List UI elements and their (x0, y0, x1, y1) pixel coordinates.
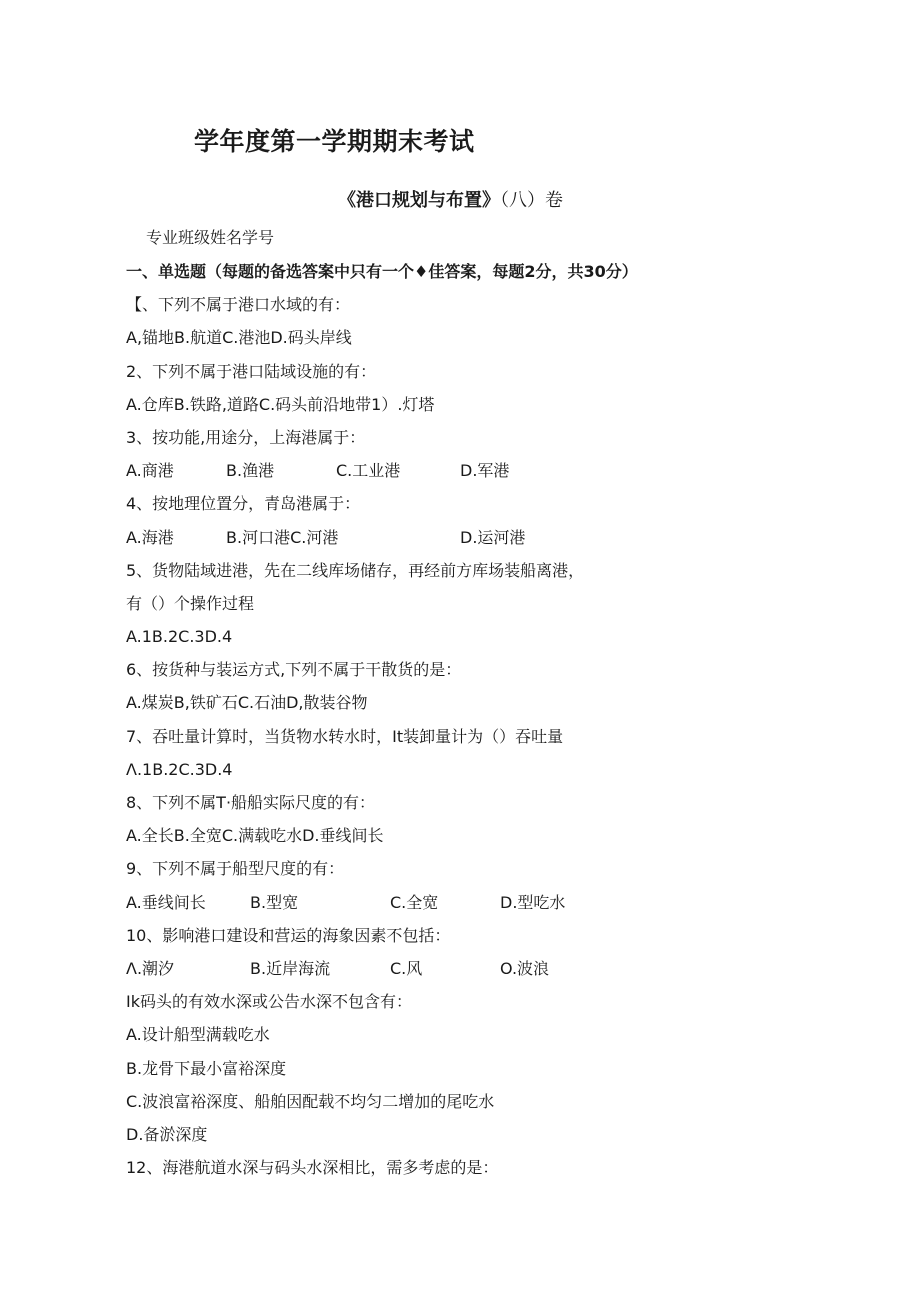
question-stem: 4、按地理位置分，青岛港属于： (126, 494, 361, 514)
question-stem: Ik码头的有效水深或公告水深不包含有： (126, 992, 412, 1012)
question-options: A.全长B.全宽C.满载吃水D.垂线间长 (126, 826, 384, 846)
question-options: Λ.1B.2C.3D.4 (126, 759, 233, 779)
question-stem: 12、海港航道水深与码头水深相比，需多考虑的是： (126, 1158, 499, 1178)
question-stem: 【、下列不属于港口水域的有： (126, 295, 351, 315)
question-stem: 8、下列不属T·船船实际尺度的有： (126, 793, 376, 812)
option-a: A.垂线间长 (126, 892, 206, 912)
question-stem-continued: 有（）个操作过程 (126, 593, 255, 613)
option-b: B.龙骨下最小富裕深度 (126, 1058, 287, 1078)
question-stem: 7、吞吐量计算时，当货物水转水时，It装卸量计为（）吞吐量 (126, 726, 564, 746)
page-title: 学年度第一学期期末考试 (194, 127, 475, 156)
question-options (126, 528, 886, 561)
question-stem: 6、按货种与装运方式,下列不属于干散货的是： (126, 660, 462, 680)
question-options (126, 893, 886, 926)
section-heading: 一、单选题（每题的备选答案中只有一个♦佳答案，每题2分，共30分） (126, 262, 638, 281)
paper-version: （八）卷 (500, 190, 563, 211)
option-b: B.型宽 (250, 892, 299, 912)
question-options (126, 959, 886, 992)
option-d: D.型吃水 (500, 892, 566, 912)
option-c: C.风 (390, 958, 423, 978)
option-d: D.军港 (460, 461, 510, 481)
question-options: A,锚地B.航道C.港池D.码头岸线 (126, 328, 352, 348)
question-list (126, 262, 886, 1191)
option-d: D.备淤深度 (126, 1124, 208, 1144)
exam-subtitle (338, 186, 563, 212)
question-options: A.仓库B.铁路,道路C.码头前沿地带1）.灯塔 (126, 394, 435, 414)
course-name: 《港口规划与布置》 (338, 190, 500, 211)
question-stem: 10、影响港口建设和营运的海象因素不包括： (126, 925, 451, 945)
question-options (126, 461, 886, 494)
option-c: C.工业港 (336, 461, 401, 481)
option-c: C.波浪富裕深度、船舶因配载不均匀二增加的尾吃水 (126, 1091, 495, 1111)
option-d: D.运河港 (460, 527, 526, 547)
question-options: A.1B.2C.3D.4 (126, 627, 233, 647)
option-bc: B.河口港C.河港 (226, 527, 339, 547)
option-c: C.全宽 (390, 892, 439, 912)
option-d: O.波浪 (500, 958, 550, 978)
option-a: A.设计船型满载吃水 (126, 1025, 270, 1045)
question-stem: 5、货物陆域进港，先在二线库场储存，再经前方库场装船离港， (126, 560, 585, 580)
option-b: B.近岸海流 (250, 958, 331, 978)
option-a: A.海港 (126, 527, 174, 547)
question-stem: 3、按功能,用途分，上海港属于： (126, 427, 366, 447)
question-stem: 2、下列不属于港口陆域设施的有： (126, 361, 377, 381)
option-b: B.渔港 (226, 461, 275, 481)
question-options: A.煤炭B,铁矿石C.石油D,散装谷物 (126, 693, 368, 713)
option-a: A.商港 (126, 461, 174, 481)
option-a: Λ.潮汐 (126, 958, 175, 978)
student-info: 专业班级姓名学号 (146, 228, 275, 247)
question-stem: 9、下列不属于船型尺度的有： (126, 859, 345, 879)
